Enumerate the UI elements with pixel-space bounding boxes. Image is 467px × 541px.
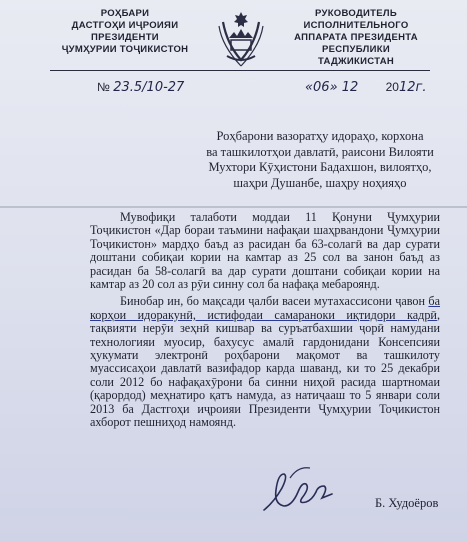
document-number: 23.5/10-27 bbox=[113, 80, 185, 95]
addressee-block bbox=[185, 129, 455, 191]
header-right-line: РЕСПУБЛИКИ ТАДЖИКИСТАН bbox=[317, 44, 395, 67]
document-year: 12г. bbox=[398, 80, 427, 95]
paragraph bbox=[90, 295, 440, 429]
addressee-line: шаҳри Душанбе, шаҳру ноҳияҳо bbox=[233, 175, 407, 190]
number-sign: № bbox=[97, 80, 110, 94]
paragraph: Мувофиқи талаботи моддаи 11 Қонуни Ҷумҳурии Тоҷикистон «Дар бораи таъмини нафақаи шаҳрвандони Ҷумҳурии Тоҷикистон» мардҳо баъд аз расидан ба 63-солагӣ ва дар сурати доштани собиқаи кории на камтар аз 25 сол ва занон баъд аз расидан ба 58-солагӣ ва дар сурати доштани собиқаи кории на камтар аз 20 сол аз рӯи синну сол ба нафақа мебароянд. bbox=[90, 210, 440, 292]
paper-fold-line bbox=[0, 206, 467, 208]
addressee-line: ва ташкилотҳои давлатӣ, раисони Вилояти bbox=[206, 144, 434, 159]
underlined-text: ба корҳои идоракунӣ, истифодаи самараноки иқтидори кадрӣ bbox=[90, 294, 440, 322]
header-divider bbox=[50, 70, 430, 71]
header-left bbox=[55, 8, 195, 56]
addressee-line: Мухтори Кӯҳистони Бадахшон, вилоятҳо, bbox=[208, 160, 432, 174]
letter-body bbox=[90, 211, 440, 430]
state-emblem-icon bbox=[213, 4, 269, 70]
header-right-line: ИСПОЛНИТЕЛЬНОГО bbox=[303, 20, 409, 31]
document-date: «06» 12 bbox=[305, 80, 359, 95]
header-right-line: РУКОВОДИТЕЛЬ bbox=[314, 8, 398, 19]
paragraph-text: , тақвияти нерӯи зеҳнӣ кишвар ва суръатбахшии ҷорӣ намудани технологияи муосир, бахусус амалӣ гардонидани Консепсияи ҳукумати электронӣ роҳбарони мақомот ва ташкилоту муассисаҳои давлатӣ вазифадор карда шаванд, ки то 25 декабри соли 2012 бо нафақахӯрони ба синни ниҳоӣ расида шартномаи (қарордод) меҳнатиро қатъ намуда, аз натиҷааш то 5 январи соли 2013 ба Дастгоҳи иҷроияи Президенти Ҷумҳурии Тоҷикистон ахборот пешниҳод намоянд. bbox=[90, 307, 440, 430]
paragraph-text: Бинобар ин, бо мақсади ҷалби васеи мутахассисони ҷавон bbox=[120, 294, 429, 309]
header-left-line: ДАСТГОҲИ ИҶРОИЯИ bbox=[71, 20, 179, 31]
addressee-line: Роҳбарони вазоратҳу идораҳо, корхона bbox=[216, 129, 424, 143]
header-left-line: РОҲБАРИ bbox=[100, 8, 150, 19]
signatory-name: Б. Худоёров bbox=[375, 496, 439, 510]
year-prefix: 20 bbox=[385, 80, 399, 94]
header-right-line: АППАРАТА ПРЕЗИДЕНТА bbox=[294, 32, 418, 43]
header-right bbox=[286, 8, 426, 68]
header-left-line: ҶУМҲУРИИ ТОҶИКИСТОН bbox=[61, 44, 189, 55]
handwritten-signature bbox=[260, 458, 340, 518]
registration-date bbox=[305, 80, 426, 95]
registration-number bbox=[97, 80, 184, 95]
header-left-line: ПРЕЗИДЕНТИ bbox=[91, 32, 159, 43]
